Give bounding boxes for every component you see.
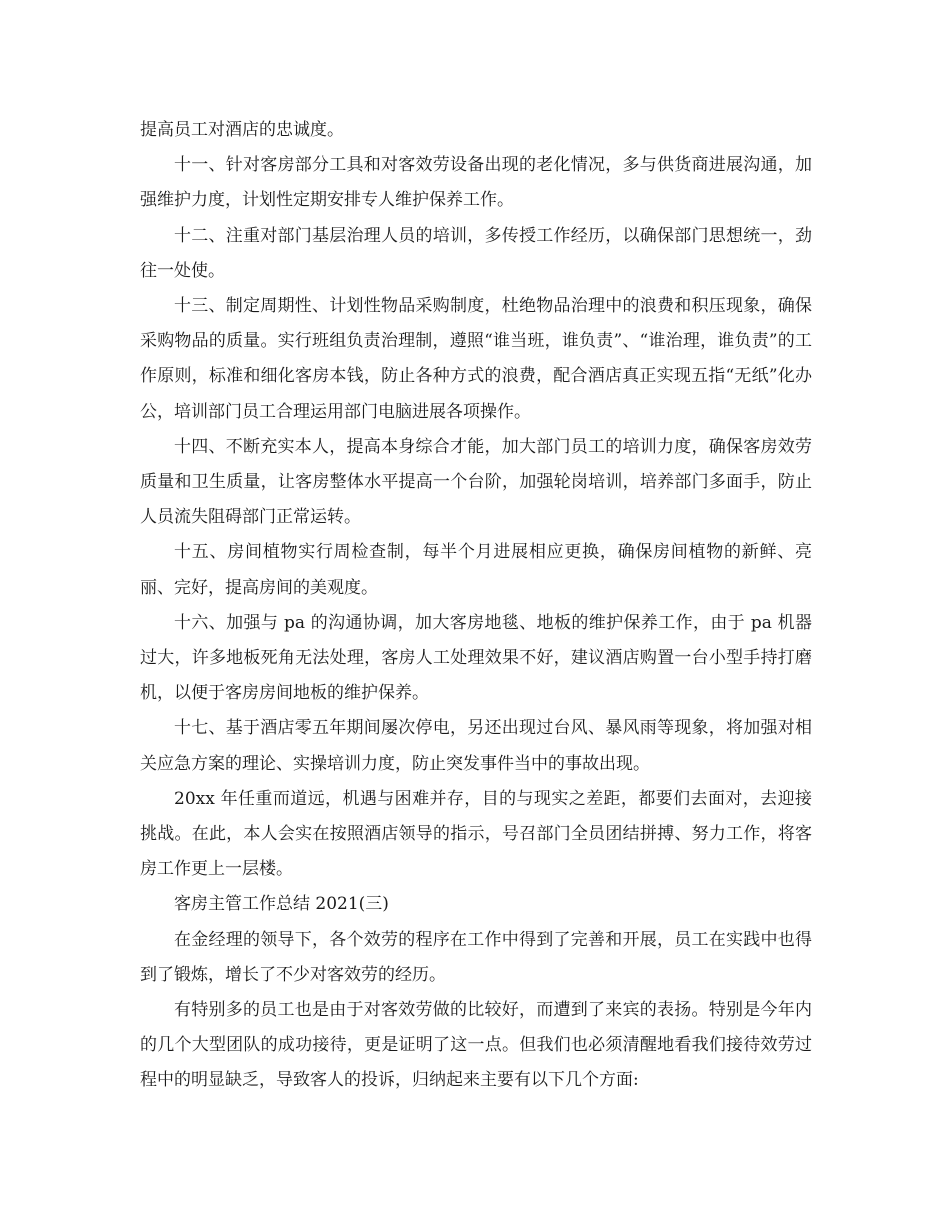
paragraph-item-12: 十二、注重对部门基层治理人员的培训，多传授工作经历，以确保部门思想统一，劲往一处使。: [140, 225, 812, 281]
paragraph-item-15: 十五、房间植物实行周检查制，每半个月进展相应更换，确保房间植物的新鲜、亮丽、完好，提高房间的美观度。: [140, 542, 812, 598]
paragraph-item-14: 十四、不断充实本人，提高本身综合才能，加大部门员工的培训力度，确保客房效劳质量和卫生质量，让客房整体水平提高一个台阶，加强轮岗培训，培养部门多面手，防止人员流失阻碍部门正常运转。: [140, 436, 812, 528]
document-body: [140, 113, 812, 1099]
paragraph-loyalty: 提高员工对酒店的忠诚度。: [140, 120, 344, 140]
paragraph-item-17: 十七、基于酒店零五年期间屡次停电，另还出现过台风、暴风雨等现象，将加强对相关应急方案的理论、实操培训力度，防止突发事件当中的事故出现。: [140, 718, 812, 774]
paragraph-outlook: 20xx 年任重而道远，机遇与困难并存，目的与现实之差距，都要们去面对，去迎接挑战。在此，本人会实在按照酒店领导的指示，号召部门全员团结拼搏、努力工作，将客房工作更上一层楼。: [140, 788, 812, 880]
paragraph-praise: 有特别多的员工也是由于对客效劳做的比较好，而遭到了来宾的表扬。特别是今年内的几个大型团队的成功接待，更是证明了这一点。但我们也必须清醒地看我们接待效劳过程中的明显缺乏，导致客人的投诉，归纳起来主要有以下几个方面:: [140, 1000, 812, 1091]
section-heading: 客房主管工作总结 2021(三): [174, 894, 389, 915]
paragraph-item-16: 十六、加强与 pa 的沟通协调，加大客房地毯、地板的维护保养工作，由于 pa 机器过大，许多地板死角无法处理，客房人工处理效果不好，建议酒店购置一台小型手持打磨机，以便于客房房间地板的维护保养。: [140, 612, 812, 704]
paragraph-item-11: 十一、针对客房部分工具和对客效劳设备出现的老化情况，多与供货商进展沟通，加强维护力度，计划性定期安排专人维护保养工作。: [140, 155, 812, 211]
paragraph-item-13: 十三、制定周期性、计划性物品采购制度，杜绝物品治理中的浪费和积压现象，确保采购物品的质量。实行班组负责治理制，遵照“谁当班，谁负责”、“谁治理，谁负责”的工作原则，标准和细化客房本钱，防止各种方式的浪费，配合酒店真正实现五指“无纸”化办公，培训部门员工合理运用部门电脑进展各项操作。: [140, 296, 812, 422]
paragraph-leadership: 在金经理的领导下，各个效劳的程序在工作中得到了完善和开展，员工在实践中也得到了锻炼，增长了不少对客效劳的经历。: [140, 929, 812, 985]
